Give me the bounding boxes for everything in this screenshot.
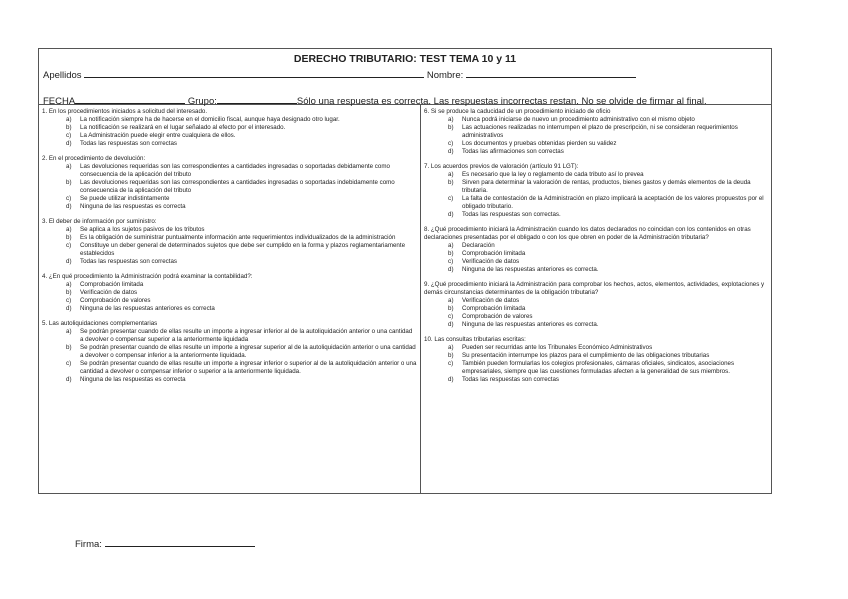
option-text: Comprobación de valores [462, 313, 533, 320]
question-text: 4. ¿En qué procedimiento la Administración podrá examinar la contabilidad?: [42, 273, 253, 280]
option-text: La falta de contestación de la Administración en plazo implicará la aceptación de los valores propuestos por el obligado tributario. [462, 195, 764, 210]
option-letter: a) [448, 171, 454, 178]
option-letter: a) [66, 281, 72, 288]
answer-option[interactable] [42, 163, 417, 179]
option-letter: c) [448, 360, 454, 367]
instructions: Sólo una respuesta es correcta. Las respuestas incorrectas restan. No se olvide de firmar al final. [296, 96, 707, 107]
option-text: Se puede utilizar indistintamente [80, 195, 170, 202]
option-text: Verificación de datos [462, 297, 520, 304]
firma-line [75, 537, 255, 550]
answer-option[interactable] [424, 258, 770, 266]
option-letter: b) [66, 179, 72, 186]
option-text: Su presentación interrumpe los plazos para el cumplimiento de las obligaciones tributarias [462, 352, 710, 359]
option-letter: a) [448, 242, 454, 249]
grupo-field[interactable] [217, 94, 297, 104]
firma-field[interactable] [105, 537, 255, 547]
question-text: 10. Las consultas tributarias escritas: [424, 336, 526, 343]
option-letter: c) [66, 132, 72, 139]
answer-option[interactable] [42, 289, 417, 297]
answer-option[interactable] [42, 226, 417, 234]
answer-option[interactable] [42, 116, 417, 124]
question [42, 218, 417, 266]
answer-option[interactable] [42, 124, 417, 132]
answer-option[interactable] [42, 281, 417, 289]
option-text: Las actuaciones realizadas no interrumpen el plazo de prescripción, ni se consideran requerimientos administrativos [462, 124, 738, 139]
answer-option[interactable] [42, 344, 417, 360]
option-text: Los documentos y pruebas obtenidas pierden su validez [462, 140, 617, 147]
option-text: Es la obligación de suministrar puntualmente información ante requerimientos individualizados de la administración [80, 234, 396, 241]
option-text: Se podrán presentar cuando de ellas resulte un importe a ingresar inferior al de la autoliquidación anterior o una cantidad a devolver o compensar superior a la anteriormente liquidada [80, 328, 413, 343]
option-letter: c) [448, 140, 454, 147]
name-line [43, 68, 636, 81]
option-text: Todas las respuestas son correctas [80, 258, 177, 265]
answer-option[interactable] [42, 242, 417, 258]
option-text: Todas las respuestas son correctas. [462, 211, 561, 218]
option-letter: a) [66, 226, 72, 233]
question [424, 281, 770, 329]
answer-option[interactable] [424, 242, 770, 250]
question [424, 226, 770, 274]
answer-option[interactable] [424, 376, 770, 384]
option-text: Declaración [462, 242, 495, 249]
option-text: Es necesario que la ley o reglamento de cada tributo así lo prevea [462, 171, 644, 178]
option-text: Las devoluciones requeridas son las correspondientes a cantidades ingresadas o soportadas debidamente como consecuencia de la aplicación del tributo [80, 163, 390, 178]
option-letter: a) [66, 116, 72, 123]
option-letter: a) [66, 328, 72, 335]
question [42, 273, 417, 313]
option-letter: b) [448, 352, 454, 359]
answer-option[interactable] [424, 116, 770, 124]
option-letter: b) [66, 289, 72, 296]
option-text: Se podrán presentar cuando de ellas resulte un importe a ingresar inferior o superior al de la autoliquidación anterior o una cantidad a devolver o compensar inferior o superior a la anteriormente liquidada. [80, 360, 417, 375]
option-letter: d) [448, 266, 454, 273]
option-letter: c) [66, 360, 72, 367]
answer-option[interactable] [424, 148, 770, 156]
answer-option[interactable] [42, 179, 417, 195]
question-text: 7. Los acuerdos previos de valoración (artículo 91 LGT): [424, 163, 579, 170]
answer-option[interactable] [42, 297, 417, 305]
question-text: 1. En los procedimientos iniciados a solicitud del interesado. [42, 108, 208, 115]
option-text: Se podrán presentar cuando de ellas resulte un importe a ingresar superior al de la autoliquidación anterior o una cantidad a devolver o compensar inferior a la anteriormente liquidada. [80, 344, 416, 359]
answer-option[interactable] [42, 328, 417, 344]
left-column [39, 105, 421, 493]
exam-title: DERECHO TRIBUTARIO: TEST TEMA 10 y 11 [293, 53, 517, 65]
exam-header [39, 49, 771, 105]
option-letter: b) [448, 179, 454, 186]
option-text: La notificación se realizará en el lugar señalado al efecto por el interesado. [80, 124, 286, 131]
answer-option[interactable] [42, 258, 417, 266]
option-letter: c) [448, 313, 454, 320]
option-letter: a) [448, 344, 454, 351]
answer-option[interactable] [424, 171, 770, 179]
answer-option[interactable] [42, 376, 417, 384]
option-letter: c) [448, 258, 454, 265]
option-letter: a) [448, 116, 454, 123]
option-letter: c) [66, 195, 72, 202]
answer-option[interactable] [424, 124, 770, 140]
option-letter: b) [66, 234, 72, 241]
option-letter: a) [66, 163, 72, 170]
question [424, 108, 770, 156]
option-text: Las devoluciones requeridas son las correspondientes a cantidades ingresadas o soportadas indebidamente como consecuencia de la aplicación del tributo [80, 179, 395, 194]
answer-option[interactable] [42, 195, 417, 203]
option-text: Ninguna de las respuestas anteriores es correcta. [462, 266, 599, 273]
option-letter: d) [448, 148, 454, 155]
option-text: Comprobación de valores [80, 297, 151, 304]
question [42, 108, 417, 148]
question [424, 336, 770, 384]
answer-option[interactable] [424, 140, 770, 148]
grupo-label: Grupo: [187, 96, 217, 107]
right-column [421, 105, 773, 493]
option-text: Comprobación limitada [462, 250, 526, 257]
answer-option[interactable] [424, 344, 770, 352]
option-letter: d) [448, 376, 454, 383]
option-text: Verificación de datos [462, 258, 520, 265]
answer-option[interactable] [42, 360, 417, 376]
option-letter: b) [448, 124, 454, 131]
nombre-field[interactable] [466, 68, 636, 78]
answer-option[interactable] [424, 360, 770, 376]
option-letter: d) [448, 321, 454, 328]
question [42, 155, 417, 211]
answer-option[interactable] [424, 352, 770, 360]
answer-option[interactable] [424, 305, 770, 313]
option-letter: c) [448, 195, 454, 202]
answer-option[interactable] [424, 195, 770, 211]
answer-option[interactable] [424, 321, 770, 329]
answer-option[interactable] [424, 297, 770, 305]
option-letter: d) [66, 140, 72, 147]
option-text: Comprobación limitada [80, 281, 144, 288]
option-text: Verificación de datos [80, 289, 138, 296]
option-text: Nunca podrá iniciarse de nuevo un procedimiento administrativo con el mismo objeto [462, 116, 695, 123]
option-text: La notificación siempre ha de hacerse en el domicilio fiscal, aunque haya designado otro lugar. [80, 116, 340, 123]
option-text: Ninguna de las respuestas anteriores es correcta. [462, 321, 599, 328]
apellidos-field[interactable] [84, 68, 424, 78]
option-text: También pueden formularlas los colegios profesionales, cámaras oficiales, sindicatos, asociaciones empresariales, siempre que las cuestiones formuladas afecten a la generalidad de sus miembros. [462, 360, 735, 375]
question-text: 5. Las autoliquidaciones complementarias [42, 320, 158, 327]
option-letter: c) [66, 297, 72, 304]
option-text: Pueden ser recurridas ante los Tribunales Económico Administrativos [462, 344, 653, 351]
option-text: Se aplica a los sujetos pasivos de los tributos [80, 226, 205, 233]
option-letter: a) [448, 297, 454, 304]
option-letter: d) [448, 211, 454, 218]
option-text: Todas las afirmaciones son correctas [462, 148, 564, 155]
answer-option[interactable] [42, 140, 417, 148]
answer-option[interactable] [424, 266, 770, 274]
option-text: Comprobación limitada [462, 305, 526, 312]
nombre-label: Nombre: [426, 70, 464, 81]
option-letter: d) [66, 258, 72, 265]
question-text: 9. ¿Qué procedimiento iniciará la Administración para comprobar los hechos, actos, elementos, actividades, explotaciones y demás circunstancias determinantes de la obligación tributaria? [424, 281, 765, 296]
option-letter: b) [448, 250, 454, 257]
answer-option[interactable] [42, 234, 417, 242]
apellidos-label: Apellidos [43, 70, 82, 81]
question-text: 3. El deber de información por suministro: [42, 218, 157, 225]
option-letter: b) [66, 124, 72, 131]
answer-option[interactable] [424, 211, 770, 219]
question-text: 2. En el procedimiento de devolución: [42, 155, 146, 162]
fecha-label: FECHA [43, 96, 76, 107]
answer-option[interactable] [42, 132, 417, 140]
question-text: 8. ¿Qué procedimiento iniciará la Administración cuando los datos declarados no coincidan con los contenidos en otras declaraciones presentadas por el obligado o con los que obren en poder de la Administración tributaria? [424, 226, 751, 241]
exam-sheet [38, 48, 772, 494]
option-letter: b) [448, 305, 454, 312]
answer-option[interactable] [42, 305, 417, 313]
question-text: 6. Si se produce la caducidad de un procedimiento iniciado de oficio [424, 108, 611, 115]
option-text: Todas las respuestas son correctas [80, 140, 177, 147]
option-text: Ninguna de las respuestas anteriores es correcta [80, 305, 215, 312]
option-text: Constituye un deber general de determinados sujetos que debe ser cumplido en la forma y plazos reglamentariamente establecidos [80, 242, 406, 257]
answer-option[interactable] [424, 313, 770, 321]
answer-option[interactable] [424, 179, 770, 195]
option-letter: d) [66, 305, 72, 312]
option-letter: b) [66, 344, 72, 351]
option-letter: c) [66, 242, 72, 249]
option-text: Todas las respuestas son correctas [462, 376, 559, 383]
option-text: La Administración puede elegir entre cualquiera de ellos. [80, 132, 236, 139]
firma-label: Firma: [75, 539, 102, 550]
question [424, 163, 770, 219]
option-letter: d) [66, 203, 72, 210]
answer-option[interactable] [424, 250, 770, 258]
option-letter: d) [66, 376, 72, 383]
answer-option[interactable] [42, 203, 417, 211]
fecha-field[interactable] [75, 94, 185, 104]
option-text: Ninguna de las respuestas es correcta [80, 203, 186, 210]
option-text: Ninguna de las respuestas es correcta [80, 376, 186, 383]
option-text: Sirven para determinar la valoración de rentas, productos, bienes gastos y demás elementos de la deuda tributaria. [462, 179, 751, 194]
question [42, 320, 417, 384]
